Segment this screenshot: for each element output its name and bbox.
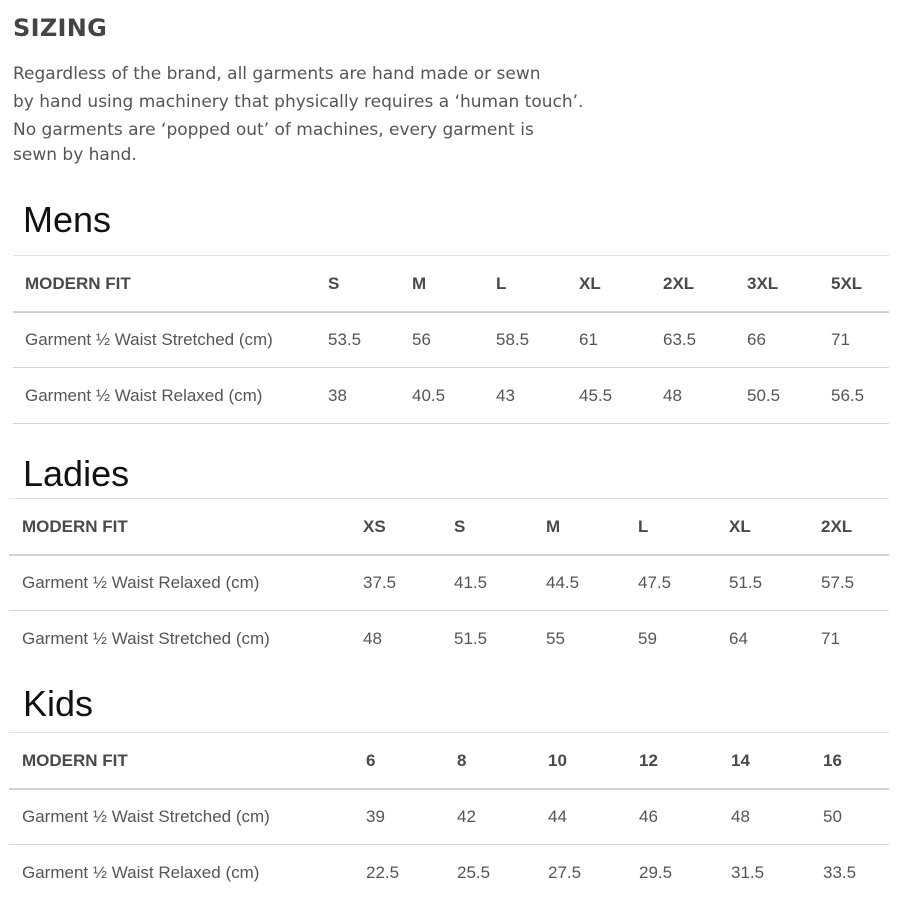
table-cell: 56 — [412, 330, 431, 349]
table-cell: 27.5 — [548, 863, 582, 882]
table-cell: 57.5 — [821, 573, 855, 592]
column-header-size: XL — [729, 517, 751, 536]
column-header-size: M — [412, 274, 427, 293]
row-label: Garment ½ Waist Relaxed (cm) — [22, 573, 260, 592]
column-header-size: 6 — [366, 751, 376, 770]
table-header-row — [9, 498, 889, 556]
table-cell: 42 — [457, 807, 476, 826]
row-label: Garment ½ Waist Stretched (cm) — [25, 330, 273, 349]
table-cell: 56.5 — [831, 386, 865, 405]
column-header-size: 10 — [548, 751, 567, 770]
table-row — [13, 311, 889, 367]
table-cell: 58.5 — [496, 330, 530, 349]
table-cell: 59 — [638, 629, 657, 648]
table-row — [9, 610, 889, 666]
mens-section-title: Mens — [23, 199, 112, 240]
table-divider — [13, 423, 889, 424]
table-cell: 61 — [579, 330, 598, 349]
table-cell: 71 — [831, 330, 850, 349]
table-cell: 40.5 — [412, 386, 446, 405]
table-cell: 41.5 — [454, 573, 488, 592]
column-header-size: M — [546, 517, 561, 536]
table-cell: 44.5 — [546, 573, 580, 592]
table-cell: 50 — [823, 807, 842, 826]
row-label: Garment ½ Waist Relaxed (cm) — [22, 863, 260, 882]
table-cell: 47.5 — [638, 573, 672, 592]
table-cell: 31.5 — [731, 863, 765, 882]
column-header-size: 12 — [639, 751, 658, 770]
mens-size-table — [13, 255, 889, 425]
column-header-size: L — [638, 517, 649, 536]
table-cell: 55 — [546, 629, 565, 648]
column-header-size: 2XL — [821, 517, 853, 536]
intro-line: by hand using machinery that physically requires a ‘human touch’. — [13, 92, 584, 112]
row-label: Garment ½ Waist Stretched (cm) — [22, 629, 270, 648]
table-cell: 46 — [639, 807, 658, 826]
table-cell: 38 — [328, 386, 347, 405]
column-header-size: L — [496, 274, 507, 293]
column-header-fit: MODERN FIT — [22, 751, 128, 770]
ladies-section-title: Ladies — [23, 453, 130, 494]
table-cell: 48 — [363, 629, 382, 648]
table-cell: 64 — [729, 629, 748, 648]
column-header-fit: MODERN FIT — [25, 274, 131, 293]
kids-section-title: Kids — [23, 683, 94, 724]
table-row — [13, 367, 889, 423]
table-cell: 66 — [747, 330, 766, 349]
intro-line: sewn by hand. — [13, 145, 137, 165]
table-cell: 63.5 — [663, 330, 697, 349]
table-cell: 39 — [366, 807, 385, 826]
table-cell: 33.5 — [823, 863, 857, 882]
table-cell: 29.5 — [639, 863, 673, 882]
row-label: Garment ½ Waist Stretched (cm) — [22, 807, 270, 826]
column-header-size: 3XL — [747, 274, 779, 293]
table-cell: 50.5 — [747, 386, 781, 405]
column-header-size: 16 — [823, 751, 842, 770]
table-cell: 51.5 — [729, 573, 763, 592]
table-cell: 43 — [496, 386, 515, 405]
table-row — [9, 788, 889, 844]
table-row — [9, 844, 889, 900]
table-cell: 53.5 — [328, 330, 362, 349]
column-header-size: S — [328, 274, 340, 293]
table-cell: 48 — [731, 807, 750, 826]
column-header-fit: MODERN FIT — [22, 517, 128, 536]
table-header-row — [9, 732, 889, 790]
table-cell: 48 — [663, 386, 682, 405]
column-header-size: 5XL — [831, 274, 863, 293]
column-header-size: 2XL — [663, 274, 695, 293]
table-header-row — [13, 255, 889, 313]
table-cell: 37.5 — [363, 573, 397, 592]
table-cell: 71 — [821, 629, 840, 648]
ladies-size-table — [9, 498, 889, 668]
column-header-size: 14 — [731, 751, 750, 770]
column-header-size: XS — [363, 517, 386, 536]
column-header-size: S — [454, 517, 466, 536]
intro-line: Regardless of the brand, all garments are hand made or sewn — [13, 64, 541, 84]
table-cell: 51.5 — [454, 629, 488, 648]
table-cell: 44 — [548, 807, 567, 826]
table-cell: 25.5 — [457, 863, 491, 882]
intro-text — [13, 60, 653, 169]
table-cell: 22.5 — [366, 863, 400, 882]
page-title: SIZING — [13, 14, 108, 42]
column-header-size: XL — [579, 274, 601, 293]
table-row — [9, 554, 889, 610]
table-cell: 45.5 — [579, 386, 613, 405]
intro-line: No garments are ‘popped out’ of machines, every garment is — [13, 120, 534, 140]
column-header-size: 8 — [457, 751, 467, 770]
row-label: Garment ½ Waist Relaxed (cm) — [25, 386, 263, 405]
kids-size-table — [9, 732, 889, 902]
